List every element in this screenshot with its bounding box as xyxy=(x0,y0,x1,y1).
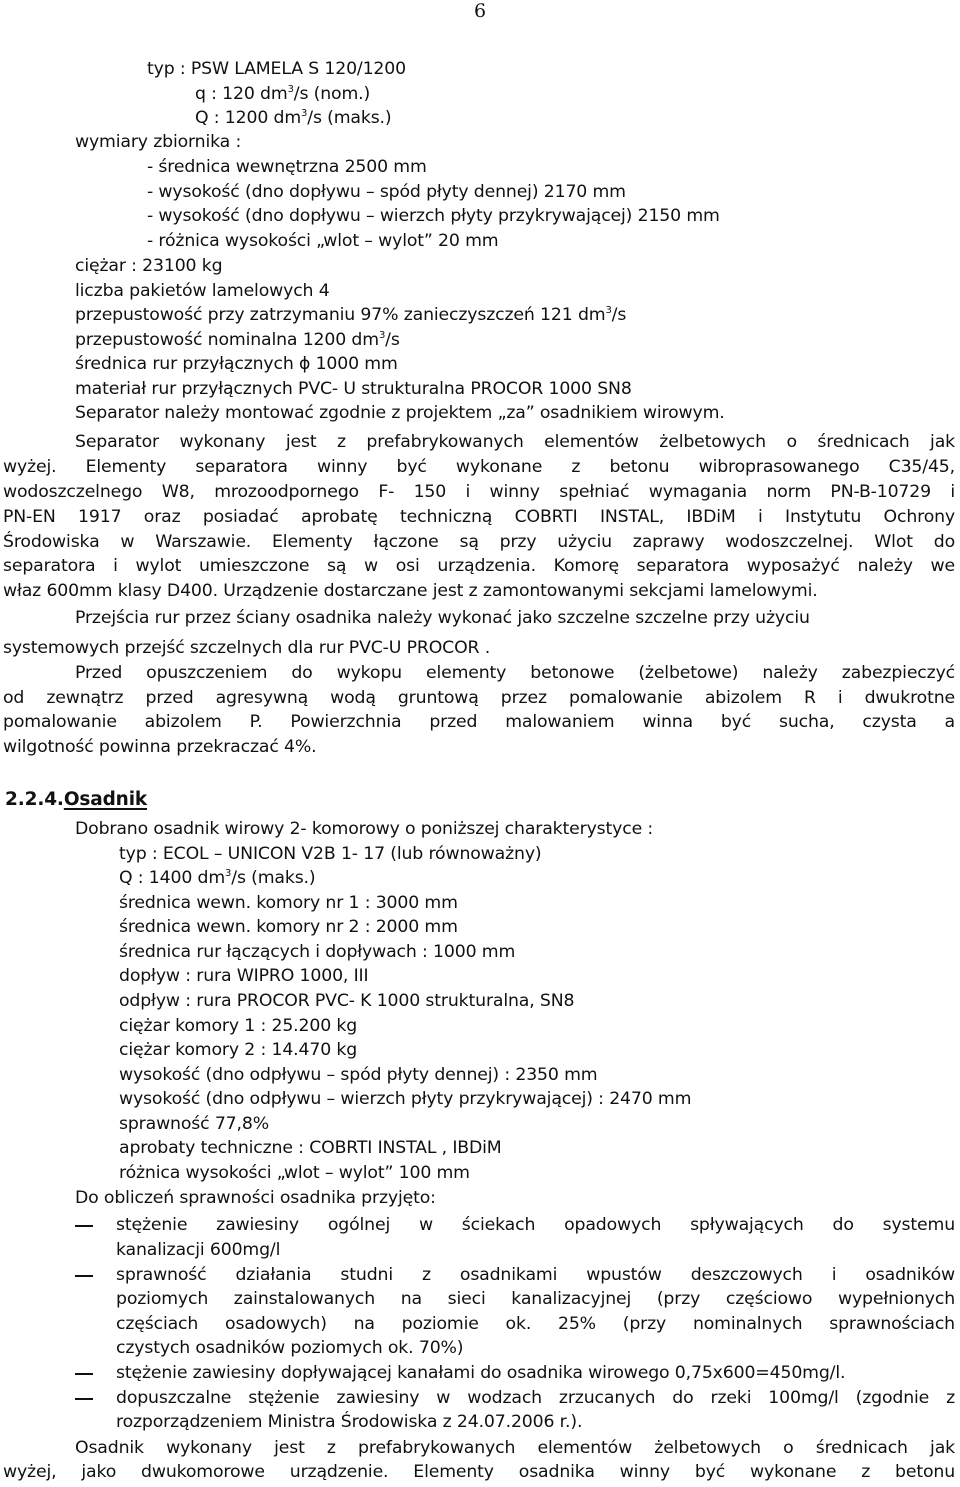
osadnik-q-max: Q : 1400 $dm^3/s$ (maks.) xyxy=(119,868,316,888)
osadnik-chamber2-weight: ciężar komory 2 : 14.470 kg xyxy=(119,1040,358,1060)
osadnik-type: typ : ECOL – UNICON V2B 1- 17 (lub równoważny) xyxy=(119,844,542,864)
paragraph-line: Przed opuszczeniem do wykopu elementy betonowe (żelbetowe) należy zabezpieczyć xyxy=(75,663,955,683)
dash-bullet xyxy=(75,1263,105,1287)
bullet-line: dopuszczalne stężenie zawiesiny w wodzach zrzucanych do rzeki 100mg/l (zgodnie z xyxy=(116,1388,955,1408)
lamella-pack-count: liczba pakietów lamelowych 4 xyxy=(75,281,330,301)
paragraph-line: wodoszczelnego W8, mrozoodpornego F- 150 i winny spełniać wymagania norm PN-B-10729 i xyxy=(3,482,955,502)
installation-note: Separator należy montować zgodnie z projektem „za” osadnikiem wirowym. xyxy=(75,403,725,423)
pipe-diameter: średnica rur przyłącznych ϕ 1000 mm xyxy=(75,354,398,374)
capacity-97: przepustowość przy zatrzymaniu 97% zanieczyszczeń 121 $dm^3/s$ xyxy=(75,305,627,325)
bullet-line: sprawność działania studni z osadnikami wpustów deszczowych i osadników xyxy=(116,1265,955,1285)
bullet-line: czystych osadników poziomych ok. 70%) xyxy=(116,1338,464,1358)
osadnik-pipe-diameter: średnica rur łączących i dopływach : 1000 mm xyxy=(119,942,516,962)
paragraph-line: Osadnik wykonany jest z prefabrykowanych elementów żelbetowych o średnicach jak xyxy=(75,1438,955,1458)
paragraph-line: PN-EN 1917 oraz posiadać aprobatę techniczną COBRTI INSTAL, IBDiM i Instytutu Ochrony xyxy=(3,507,955,527)
osadnik-height-bottom: wysokość (dno odpływu – spód płyty dennej) : 2350 mm xyxy=(119,1065,598,1085)
section-title: Osadnik xyxy=(63,789,148,810)
paragraph-line: Przejścia rur przez ściany osadnika należy wykonać jako szczelne szczelne przy użyciu xyxy=(75,608,810,628)
bullet-line: częściach osadowych) na poziomie ok. 25% (przy nominalnych sprawnościach xyxy=(116,1314,955,1334)
osadnik-outlet: odpływ : rura PROCOR PVC- K 1000 strukturalna, SN8 xyxy=(119,991,575,1011)
paragraph-line: wyżej. Elementy separatora winny być wykonane z betonu wibroprasowanego C35/45, xyxy=(3,457,955,477)
assumptions-intro: Do obliczeń sprawności osadnika przyjęto: xyxy=(75,1188,436,1208)
paragraph-line: pomalowanie abizolem P. Powierzchnia przed malowaniem winna być sucha, czysta a xyxy=(3,712,955,732)
tank-dimensions-label: wymiary zbiornika : xyxy=(75,132,242,152)
dash-bullet xyxy=(75,1386,105,1410)
osadnik-height-difference: różnica wysokości „wlot – wylot” 100 mm xyxy=(119,1163,470,1183)
dash-bullet xyxy=(75,1213,105,1237)
osadnik-efficiency: sprawność 77,8% xyxy=(119,1114,269,1134)
bullet-line: rozporządzeniem Ministra Środowiska z 24.07.2006 r.). xyxy=(116,1412,583,1432)
paragraph-line: systemowych przejść szczelnych dla rur PVC-U PROCOR . xyxy=(3,638,491,658)
page-number: 6 xyxy=(474,0,486,22)
paragraph-line: Środowiska w Warszawie. Elementy łączone są przy użyciu zaprawy wodoszczelnej. Wlot do xyxy=(3,532,955,552)
osadnik-height-top: wysokość (dno odpływu – wierzch płyty przykrywającej) : 2470 mm xyxy=(119,1089,692,1109)
tank-height-top: - wysokość (dno dopływu – wierzch płyty przykrywającej) 2150 mm xyxy=(147,206,720,226)
bullet-line: kanalizacji 600mg/l xyxy=(116,1240,281,1260)
osadnik-chamber1-diameter: średnica wewn. komory nr 1 : 3000 mm xyxy=(119,893,458,913)
separator-type: typ : PSW LAMELA S 120/1200 xyxy=(147,59,406,79)
separator-weight: ciężar : 23100 kg xyxy=(75,256,223,276)
paragraph-line: od zewnątrz przed agresywną wodą gruntową przez pomalowanie abizolem R i dwukrotne xyxy=(3,688,955,708)
paragraph-line: separatora i wylot umieszczone są w osi urządzenia. Komorę separatora wyposażyć należy we xyxy=(3,556,955,576)
dash-bullet xyxy=(75,1361,105,1385)
paragraph-line: wyżej, jako dwukomorowe urządzenie. Elementy osadnika winny być wykonane z betonu xyxy=(3,1462,955,1482)
section-number: 2.2.4. xyxy=(5,789,64,810)
tank-height-difference: - różnica wysokości „wlot – wylot” 20 mm xyxy=(147,231,499,251)
paragraph-line: Separator wykonany jest z prefabrykowanych elementów żelbetowych o średnicach jak xyxy=(75,432,955,452)
section-heading xyxy=(5,787,147,813)
bullet-line: stężenie zawiesiny dopływającej kanałami do osadnika wirowego 0,75x600=450mg/l. xyxy=(116,1363,846,1383)
pipe-material: materiał rur przyłącznych PVC- U strukturalna PROCOR 1000 SN8 xyxy=(75,379,632,399)
osadnik-chamber1-weight: ciężar komory 1 : 25.200 kg xyxy=(119,1016,358,1036)
osadnik-approvals: aprobaty techniczne : COBRTI INSTAL , IBDiM xyxy=(119,1138,502,1158)
osadnik-chamber2-diameter: średnica wewn. komory nr 2 : 2000 mm xyxy=(119,917,458,937)
bullet-line: stężenie zawiesiny ogólnej w ściekach opadowych spływających do systemu xyxy=(116,1215,955,1235)
paragraph-line: właz 600mm klasy D400. Urządzenie dostarczane jest z zamontowanymi sekcjami lamelowymi. xyxy=(3,581,818,601)
bullet-line: poziomych zainstalowanych na sieci kanalizacyjnej (przy częściowo wypełnionych xyxy=(116,1289,955,1309)
separator-q-nominal: q : 120 $dm^3/s$ (nom.) xyxy=(195,84,371,104)
paragraph-line: wilgotność powinna przekraczać 4%. xyxy=(3,737,317,757)
tank-height-bottom: - wysokość (dno dopływu – spód płyty dennej) 2170 mm xyxy=(147,182,626,202)
capacity-nominal: przepustowość nominalna 1200 $dm^3/s$ xyxy=(75,330,400,350)
osadnik-intro: Dobrano osadnik wirowy 2- komorowy o poniższej charakterystyce : xyxy=(75,819,654,839)
separator-q-max: Q : 1200 $dm^3/s$ (maks.) xyxy=(195,108,392,128)
osadnik-inlet: dopływ : rura WIPRO 1000, III xyxy=(119,966,369,986)
tank-diameter: - średnica wewnętrzna 2500 mm xyxy=(147,157,427,177)
